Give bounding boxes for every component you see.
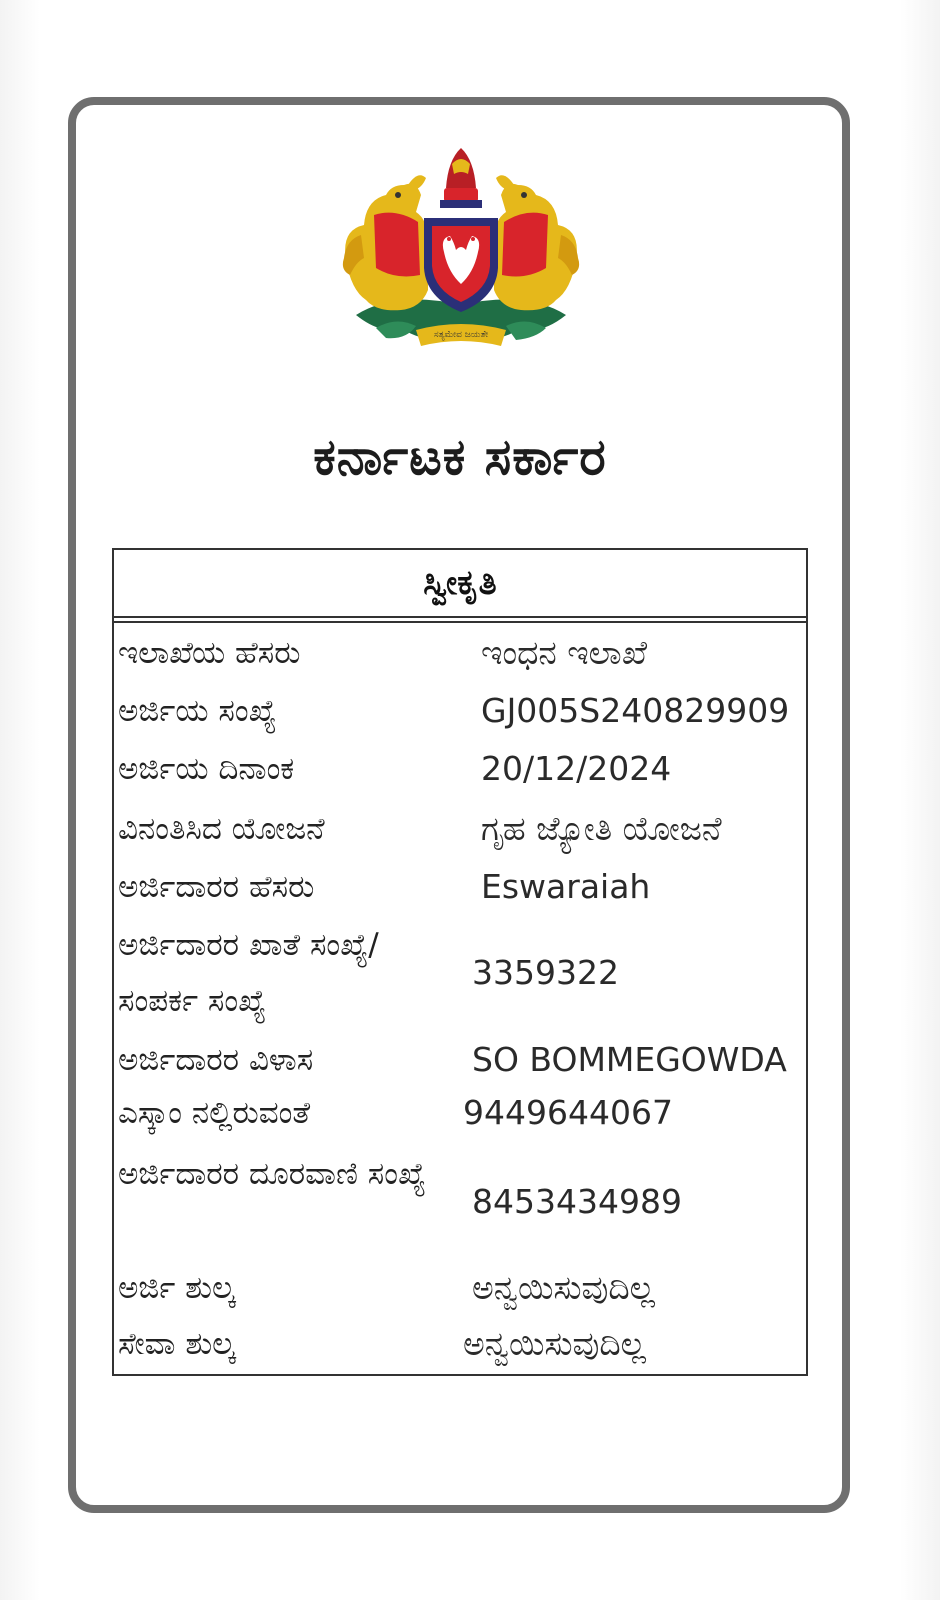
account-number-label: ಅರ್ಜಿದಾರರ ಖಾತೆ ಸಂಖ್ಯೆ/ ಸಂಪರ್ಕ ಸಂಖ್ಯೆ bbox=[118, 927, 379, 1019]
applicant-name-label: ಅರ್ಜಿದಾರರ ಹೆಸರು bbox=[118, 869, 315, 905]
applicant-address-value: SO BOMMEGOWDA bbox=[472, 1040, 787, 1079]
heading-divider bbox=[114, 618, 806, 623]
service-fee-value: ಅನ್ವಯಿಸುವುದಿಲ್ಲ bbox=[463, 1324, 646, 1363]
applicant-name-value: Eswaraiah bbox=[481, 867, 651, 906]
table-row bbox=[114, 625, 806, 683]
service-fee-label: ಸೇವಾ ಶುಲ್ಕ bbox=[118, 1326, 236, 1362]
account-number-value: 3359322 bbox=[472, 953, 619, 992]
table-row bbox=[114, 1316, 806, 1374]
page-edge-left bbox=[0, 0, 40, 1600]
department-name-label: ಇಲಾಖೆಯ ಹೆಸರು bbox=[118, 635, 301, 671]
table-row bbox=[114, 683, 806, 741]
application-date-label: ಅರ್ಜಿಯ ದಿನಾಂಕ bbox=[118, 751, 295, 787]
acknowledgement-table bbox=[112, 548, 808, 1376]
application-date-value: 20/12/2024 bbox=[481, 749, 672, 788]
application-number-label: ಅರ್ಜಿಯ ಸಂಖ್ಯೆ bbox=[118, 693, 277, 729]
as-per-escom-value: 9449644067 bbox=[463, 1093, 673, 1132]
applicant-phone-value: 8453434989 bbox=[472, 1182, 682, 1221]
acknowledgement-heading: ಸ್ವೀಕೃತಿ bbox=[114, 550, 806, 618]
requested-scheme-value: ಗೃಹ ಜ್ಯೋತಿ ಯೋಜನೆ bbox=[481, 809, 722, 848]
requested-scheme-label: ವಿನಂತಿಸಿದ ಯೋಜನೆ bbox=[118, 811, 325, 847]
table-row bbox=[114, 1085, 806, 1141]
government-title: ಕರ್ನಾಟಕ ಸರ್ಕಾರ bbox=[313, 428, 607, 486]
table-row bbox=[114, 1260, 806, 1318]
applicant-phone-label: ಅರ್ಜಿದಾರರ ದೂರವಾಣಿ ಸಂಖ್ಯೆ bbox=[118, 1156, 427, 1192]
department-name-value: ಇಂಧನ ಇಲಾಖೆ bbox=[481, 633, 648, 672]
applicant-address-label: ಅರ್ಜಿದಾರರ ವಿಳಾಸ bbox=[118, 1042, 314, 1078]
as-per-escom-label: ಎಸ್ಕಾಂ ನಲ್ಲಿರುವಂತೆ bbox=[118, 1095, 311, 1131]
table-row bbox=[114, 1146, 806, 1258]
table-row bbox=[114, 859, 806, 917]
application-fee-label: ಅರ್ಜಿ ಶುಲ್ಕ bbox=[118, 1270, 236, 1306]
application-fee-value: ಅನ್ವಯಿಸುವುದಿಲ್ಲ bbox=[472, 1268, 655, 1307]
karnataka-emblem-icon bbox=[336, 140, 586, 365]
table-row bbox=[114, 801, 806, 859]
page-edge-right bbox=[900, 0, 940, 1600]
emblem-motto: ಸತ್ಯಮೇವ ಜಯತೇ bbox=[433, 330, 489, 340]
table-row bbox=[114, 1032, 806, 1088]
application-number-value: GJ005S240829909 bbox=[481, 691, 790, 730]
table-row bbox=[114, 741, 806, 799]
table-row bbox=[114, 917, 806, 1029]
